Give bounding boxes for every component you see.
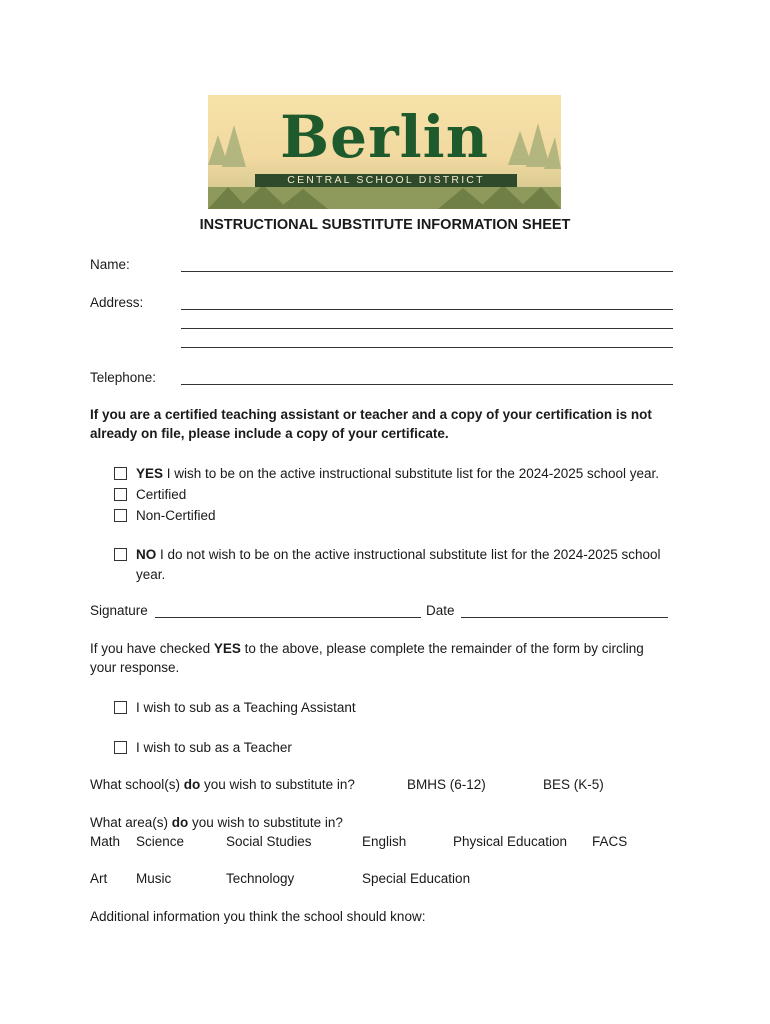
signature-field[interactable] [155,617,421,618]
area-option-art[interactable]: Art [90,871,108,886]
schools-question-post: you wish to substitute in? [200,777,355,792]
name-field[interactable] [181,271,673,272]
area-option-social-studies[interactable]: Social Studies [226,834,312,849]
name-label: Name: [90,257,130,272]
certified-label: Certified [136,487,187,502]
area-option-facs[interactable]: FACS [592,834,628,849]
noncertified-label: Non-Certified [136,508,216,523]
followup-post: to the above, please complete the remainder of the form by circling [240,641,644,656]
certified-checkbox[interactable] [114,488,127,501]
teaching-assistant-label: I wish to sub as a Teaching Assistant [136,700,356,715]
address-field-line-2[interactable] [181,328,673,329]
no-checkbox[interactable] [114,548,127,561]
school-option-bmhs[interactable]: BMHS (6-12) [407,777,486,792]
area-option-music[interactable]: Music [136,871,172,886]
area-option-special-education[interactable]: Special Education [362,871,471,886]
additional-info-label: Additional information you think the school should know: [90,909,426,924]
area-option-science[interactable]: Science [136,834,185,849]
areas-question-pre: What area(s) [90,815,172,830]
schools-question-do: do [183,777,201,792]
logo-subtitle: CENTRAL SCHOOL DISTRICT [255,174,517,187]
school-option-bes[interactable]: BES (K-5) [543,777,604,792]
cert-note-line-1: If you are a certified teaching assistant or teacher and a copy of your certification is not [90,407,652,422]
teaching-assistant-checkbox[interactable] [114,701,127,714]
cert-note-line-2: already on file, please include a copy of your certificate. [90,426,449,441]
areas-question [90,815,343,830]
schools-question [90,777,355,792]
date-label: Date [426,603,455,618]
followup-instruction [90,641,644,656]
area-option-technology[interactable]: Technology [226,871,295,886]
yes-option-label: I wish to be on the active instructional substitute list for the 2024-2025 school year. [163,466,660,481]
followup-instruction-line-2: your response. [90,660,180,675]
address-field-line-3[interactable] [181,347,673,348]
no-option-text [136,547,661,562]
telephone-label: Telephone: [90,370,157,385]
noncertified-checkbox[interactable] [114,509,127,522]
district-logo [208,95,561,209]
telephone-field[interactable] [181,384,673,385]
followup-yes-keyword: YES [213,641,241,656]
address-field-line-1[interactable] [181,309,673,310]
no-option-label: I do not wish to be on the active instructional substitute list for the 2024-2025 school [156,547,661,562]
address-label: Address: [90,295,144,310]
area-option-english[interactable]: English [362,834,407,849]
areas-question-do: do [171,815,189,830]
no-option-label-continued: year. [136,567,166,582]
date-field[interactable] [461,617,668,618]
form-title: INSTRUCTIONAL SUBSTITUTE INFORMATION SHEET [199,217,571,233]
area-option-physical-education[interactable]: Physical Education [453,834,568,849]
areas-question-post: you wish to substitute in? [188,815,343,830]
yes-keyword: YES [136,466,164,481]
teacher-label: I wish to sub as a Teacher [136,740,292,755]
teacher-checkbox[interactable] [114,741,127,754]
schools-question-pre: What school(s) [90,777,184,792]
yes-checkbox[interactable] [114,467,127,480]
followup-pre: If you have checked [90,641,214,656]
area-option-math[interactable]: Math [90,834,121,849]
yes-option-text [136,466,659,481]
logo-title: Berlin [280,103,489,171]
signature-label: Signature [90,603,148,618]
no-keyword: NO [136,547,157,562]
